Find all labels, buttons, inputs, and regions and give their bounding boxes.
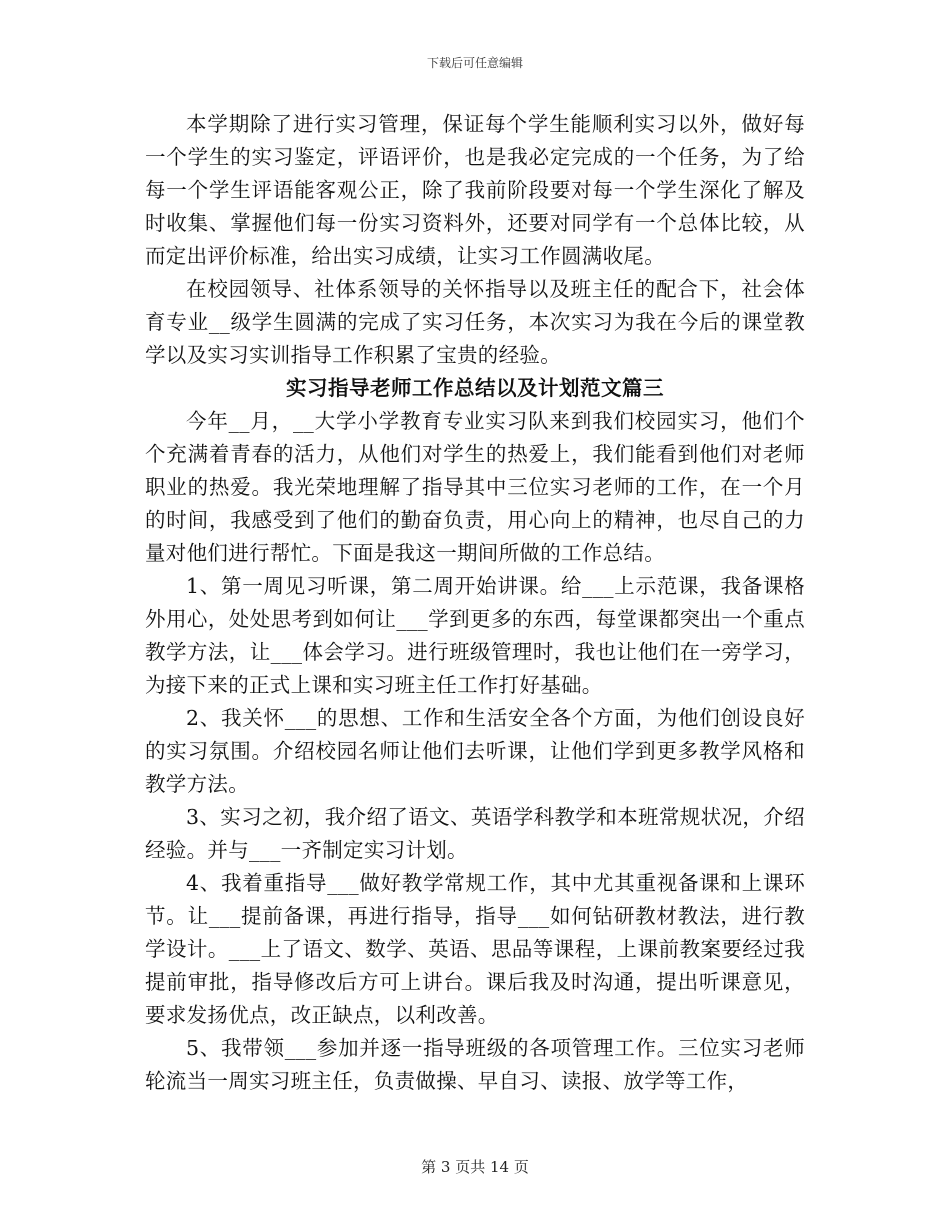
section-title: 实习指导老师工作总结以及计划范文篇三 bbox=[286, 376, 664, 400]
paragraph: 1、第一周见习听课，第二周开始讲课。给___上示范课，我备课格外用心，处处思考到如何让___学到更多的东西，每堂课都突出一个重点教学方法，让___体会学习。进行班级管理时，我也让他们在一旁学习，为接下来的正式上课和实习班主任工作打好基础。 bbox=[145, 574, 805, 697]
paragraph: 今年__月，__大学小学教育专业实习队来到我们校园实习，他们个个充满着青春的活力，从他们对学生的热爱上，我们能看到他们对老师职业的热爱。我光荣地理解了指导其中三位实习老师的工作，在一个月的时间，我感受到了他们的勤奋负责，用心向上的精神，也尽自己的力量对他们进行帮忙。下面是我这一期间所做的工作总结。 bbox=[145, 409, 805, 565]
paragraph: 3、实习之初，我介绍了语文、英语学科教学和本班常规状况，介绍经验。并与___一齐制定实习计划。 bbox=[145, 805, 805, 862]
document-body bbox=[145, 108, 805, 1098]
paragraph: 2、我关怀___的思想、工作和生活安全各个方面，为他们创设良好的实习氛围。介绍校园名师让他们去听课，让他们学到更多教学风格和教学方法。 bbox=[145, 706, 805, 796]
paragraph: 4、我着重指导___做好教学常规工作，其中尤其重视备课和上课环节。让___提前备课，再进行指导，指导___如何钻研教材教法，进行教学设计。___上了语文、数学、英语、思品等课程，上课前教案要经过我提前审批，指导修改后方可上讲台。课后我及时沟通，提出听课意见，要求发扬优点，改正缺点，以利改善。 bbox=[145, 871, 805, 1027]
paragraph: 在校园领导、社体系领导的关怀指导以及班主任的配合下，社会体育专业__级学生圆满的完成了实习任务，本次实习为我在今后的课堂教学以及实习实训指导工作积累了宝贵的经验。 bbox=[145, 277, 805, 367]
page-footer: 第 3 页共 14 页 bbox=[421, 1158, 529, 1176]
page-header: 下载后可任意编辑 bbox=[426, 56, 523, 70]
paragraph: 本学期除了进行实习管理，保证每个学生能顺利实习以外，做好每一个学生的实习鉴定，评语评价，也是我必定完成的一个任务，为了给每一个学生评语能客观公正，除了我前阶段要对每一个学生深化了解及时收集、掌握他们每一份实习资料外，还要对同学有一个总体比较，从而定出评价标准，给出实习成绩，让实习工作圆满收尾。 bbox=[145, 112, 805, 268]
paragraph: 5、我带领___参加并逐一指导班级的各项管理工作。三位实习老师轮流当一周实习班主任，负责做操、早自习、读报、放学等工作， bbox=[145, 1036, 805, 1093]
